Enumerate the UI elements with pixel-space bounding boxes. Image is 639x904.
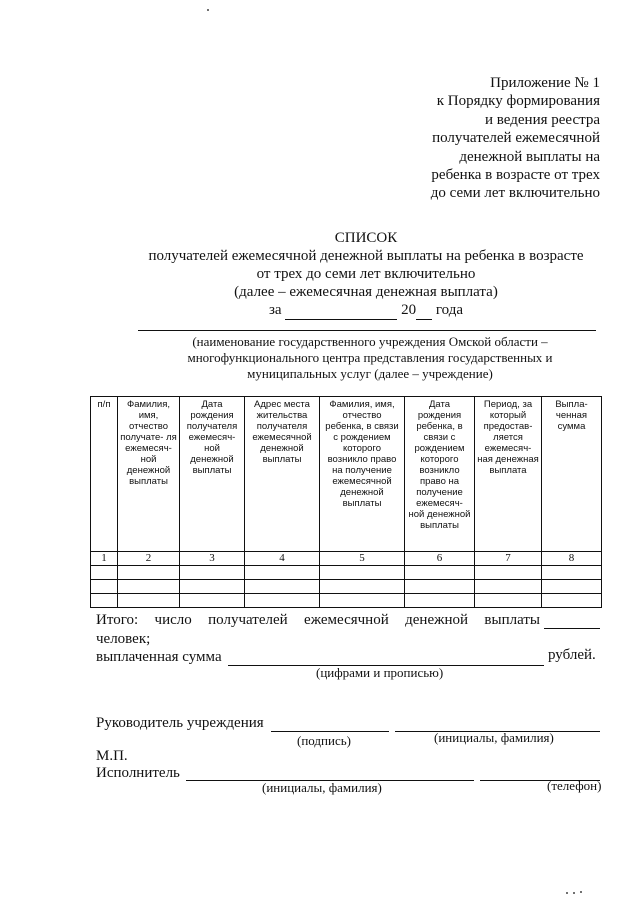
header-cell-period: Период, за который предостав- ляется ежемесяч- ная денежная выплата xyxy=(475,397,542,552)
recipients-table xyxy=(90,396,602,608)
table-cell[interactable] xyxy=(180,566,245,580)
table-cell[interactable] xyxy=(542,580,602,594)
header-cell-number: п/п xyxy=(91,397,118,552)
rubles-label: рублей. xyxy=(548,647,596,663)
year-prefix: 20 xyxy=(401,302,417,318)
header-cell-recipient-name: Фамилия, имя, отчество получате- ля ежемесяч- ной денежной выплаты xyxy=(118,397,180,552)
header-cell-address: Адрес места жительства получателя ежемесячной денежной выплаты xyxy=(245,397,320,552)
table-cell[interactable] xyxy=(245,580,320,594)
scan-speck xyxy=(573,892,575,894)
table-cell[interactable] xyxy=(475,566,542,580)
table-cell[interactable] xyxy=(475,594,542,608)
institution-caption-2: многофункционального центра представления государственных и xyxy=(187,350,553,365)
appendix-line: Приложение № 1 xyxy=(490,75,600,91)
appendix-block xyxy=(380,74,600,203)
table-cell[interactable] xyxy=(245,594,320,608)
title-line-1: получателей ежемесячной денежной выплаты на ребенка в возрасте xyxy=(148,248,584,264)
document-heading: СПИСОК xyxy=(334,230,398,246)
institution-name-line[interactable] xyxy=(138,330,596,331)
scan-speck xyxy=(566,892,568,894)
title-line-2: от трех до семи лет включительно xyxy=(256,266,476,282)
head-signature-blank[interactable] xyxy=(271,731,389,732)
year-blank[interactable] xyxy=(416,302,432,320)
institution-caption-1: (наименование государственного учреждения Омской области – xyxy=(192,334,548,349)
phone-caption: (телефон) xyxy=(547,778,602,793)
table-cell[interactable] xyxy=(405,580,475,594)
table-cell[interactable] xyxy=(320,594,405,608)
paid-sum-label: выплаченная сумма xyxy=(96,649,222,665)
appendix-line: денежной выплаты на xyxy=(459,148,600,165)
table-cell[interactable] xyxy=(320,566,405,580)
column-number: 4 xyxy=(245,552,320,566)
column-number: 2 xyxy=(118,552,180,566)
column-number: 8 xyxy=(542,552,602,566)
period-line xyxy=(106,302,626,320)
period-blank[interactable] xyxy=(285,302,397,320)
institution-caption-3: муниципальных услуг (далее – учреждение) xyxy=(247,366,493,381)
table-cell[interactable] xyxy=(542,594,602,608)
table-cell[interactable] xyxy=(245,566,320,580)
header-cell-recipient-birthdate: Дата рождения получателя ежемесяч- ной денежной выплаты xyxy=(180,397,245,552)
year-suffix: года xyxy=(435,302,463,318)
itogo-text: Итого: число получателей ежемесячной денежной выплаты xyxy=(96,612,540,628)
head-label: Руководитель учреждения xyxy=(96,715,264,731)
column-number: 7 xyxy=(475,552,542,566)
scan-speck xyxy=(580,891,582,893)
table-cell[interactable] xyxy=(91,594,118,608)
column-numbers-row xyxy=(91,552,602,566)
header-cell-child-name: Фамилия, имя, отчество ребенка, в связи с рождением которого возникло право на получение ежемесячной денежной выплаты xyxy=(320,397,405,552)
people-label: человек; xyxy=(96,631,151,647)
za-label: за xyxy=(269,302,282,318)
table-cell[interactable] xyxy=(475,580,542,594)
table-row xyxy=(91,594,602,608)
table-cell[interactable] xyxy=(118,566,180,580)
appendix-line: и ведения реестра xyxy=(485,111,600,128)
table-row xyxy=(91,580,602,594)
table-row xyxy=(91,566,602,580)
appendix-line: получателей ежемесячной xyxy=(432,130,600,147)
column-number: 3 xyxy=(180,552,245,566)
table-cell[interactable] xyxy=(320,580,405,594)
table-cell[interactable] xyxy=(180,594,245,608)
table-cell[interactable] xyxy=(405,594,475,608)
title-line-3: (далее – ежемесячная денежная выплата) xyxy=(234,284,498,300)
scan-speck xyxy=(207,9,209,11)
signature-caption: (подпись) xyxy=(297,733,351,748)
appendix-line: к Порядку формирования xyxy=(436,93,600,110)
table-cell[interactable] xyxy=(118,594,180,608)
column-number: 1 xyxy=(91,552,118,566)
table-cell[interactable] xyxy=(405,566,475,580)
digits-caption: (цифрами и прописью) xyxy=(316,665,444,680)
appendix-line: ребенка в возрасте от трех xyxy=(431,167,600,184)
header-cell-child-birthdate: Дата рождения ребенка, в связи с рождением которого возникло право на получение ежемесяч- ной денежной выплаты xyxy=(405,397,475,552)
table-cell[interactable] xyxy=(91,566,118,580)
initials-caption: (инициалы, фамилия) xyxy=(434,730,554,745)
recipients-count-blank[interactable] xyxy=(544,628,600,629)
column-number: 5 xyxy=(320,552,405,566)
column-number: 6 xyxy=(405,552,475,566)
table-cell[interactable] xyxy=(91,580,118,594)
table-cell[interactable] xyxy=(118,580,180,594)
table-header-row xyxy=(91,397,602,552)
stamp-label: М.П. xyxy=(96,748,128,764)
executor-initials-caption: (инициалы, фамилия) xyxy=(262,780,382,795)
table-cell[interactable] xyxy=(542,566,602,580)
table-cell[interactable] xyxy=(180,580,245,594)
executor-label: Исполнитель xyxy=(96,765,180,781)
header-cell-paid-sum: Выпла- ченная сумма xyxy=(542,397,602,552)
appendix-line: до семи лет включительно xyxy=(430,185,600,202)
